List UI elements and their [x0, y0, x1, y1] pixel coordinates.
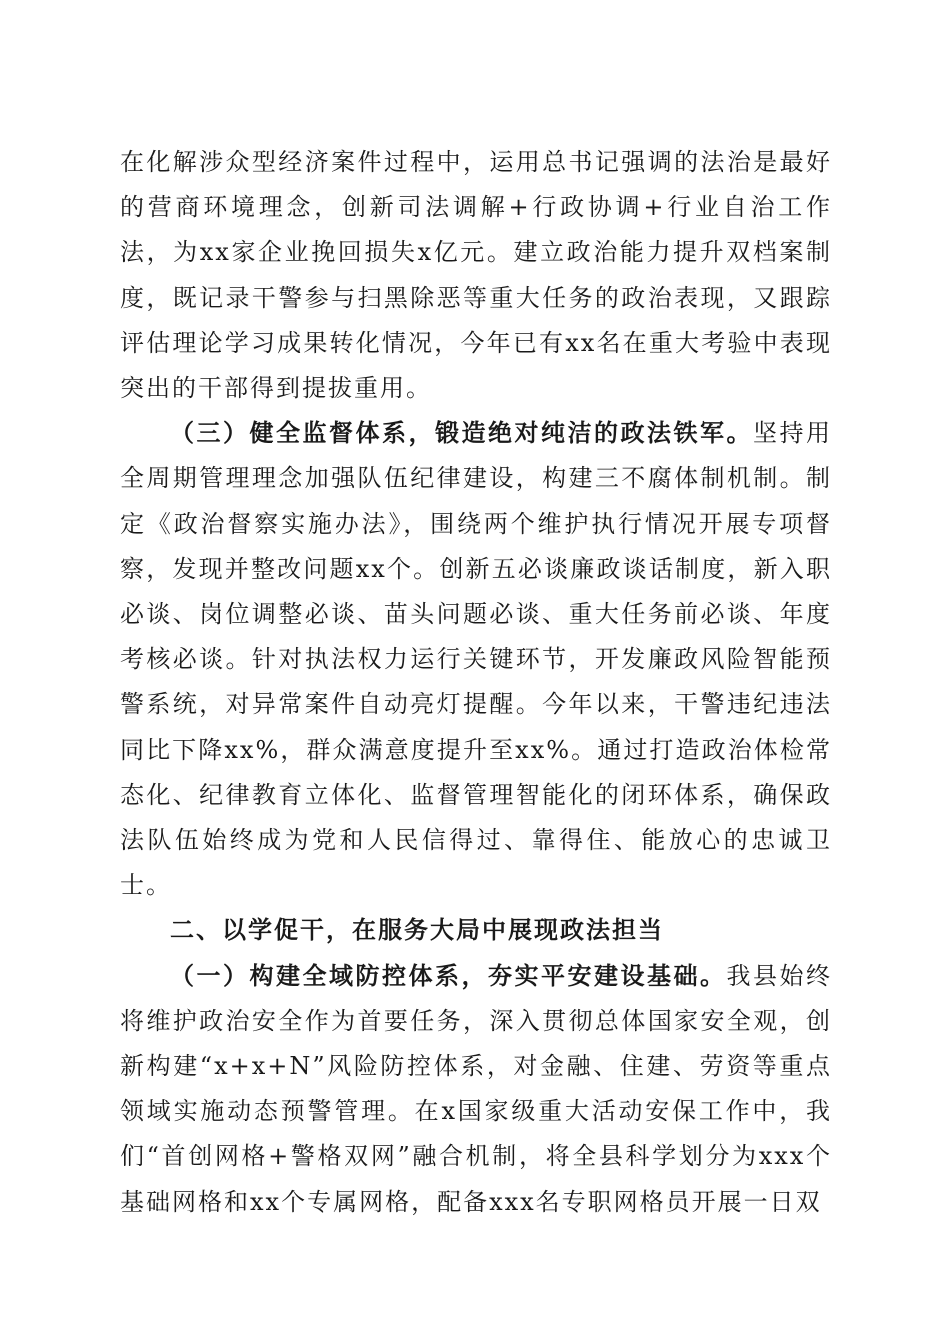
- document-page: [120, 140, 832, 1225]
- paragraph-1-text: 在化解涉众型经济案件过程中，运用总书记强调的法治是最好的营商环境理念，创新司法调解+行政协调+行业自治工作法，为xx家企业挽回损失x亿元。建立政治能力提升双档案制度，既记录干警参与扫黑除恶等重大任务的政治表现，又跟踪评估理论学习成果转化情况，今年已有xx名在重大考验中表现突出的干部得到提拔重用。: [120, 148, 832, 403]
- paragraph-1: [120, 140, 832, 411]
- paragraph-2-heading: （三）健全监督体系，锻造绝对纯洁的政法铁军。: [170, 419, 753, 448]
- paragraph-3-heading: （一）构建全域防控体系，夯实平安建设基础。: [170, 961, 727, 990]
- paragraph-2: [120, 411, 832, 908]
- paragraph-2-text: 坚持用全周期管理理念加强队伍纪律建设，构建三不腐体制机制。制定《政治督察实施办法》，围绕两个维护执行情况开展专项督察，发现并整改问题xx个。创新五必谈廉政谈话制度，新入职必谈、岗位调整必谈、苗头问题必谈、重大任务前必谈、年度考核必谈。针对执法权力运行关键环节，开发廉政风险智能预警系统，对异常案件自动亮灯提醒。今年以来，干警违纪违法同比下降xx%，群众满意度提升至xx%。通过打造政治体检常态化、纪律教育立体化、监督管理智能化的闭环体系，确保政法队伍始终成为党和人民信得过、靠得住、能放心的忠诚卫士。: [120, 419, 832, 900]
- section-2-title: 二、以学促干，在服务大局中展现政法担当: [170, 916, 664, 945]
- paragraph-3: [120, 954, 832, 1225]
- paragraph-3-text: 我县始终将维护政治安全作为首要任务，深入贯彻总体国家安全观，创新构建“x+x+N”风险防控体系，对金融、住建、劳资等重点领域实施动态预警管理。在x国家级重大活动安保工作中，我们“首创网格+警格双网”融合机制，将全县科学划分为xxx个基础网格和xx个专属网格，配备xxx名专职网格员开展一日双: [120, 961, 832, 1216]
